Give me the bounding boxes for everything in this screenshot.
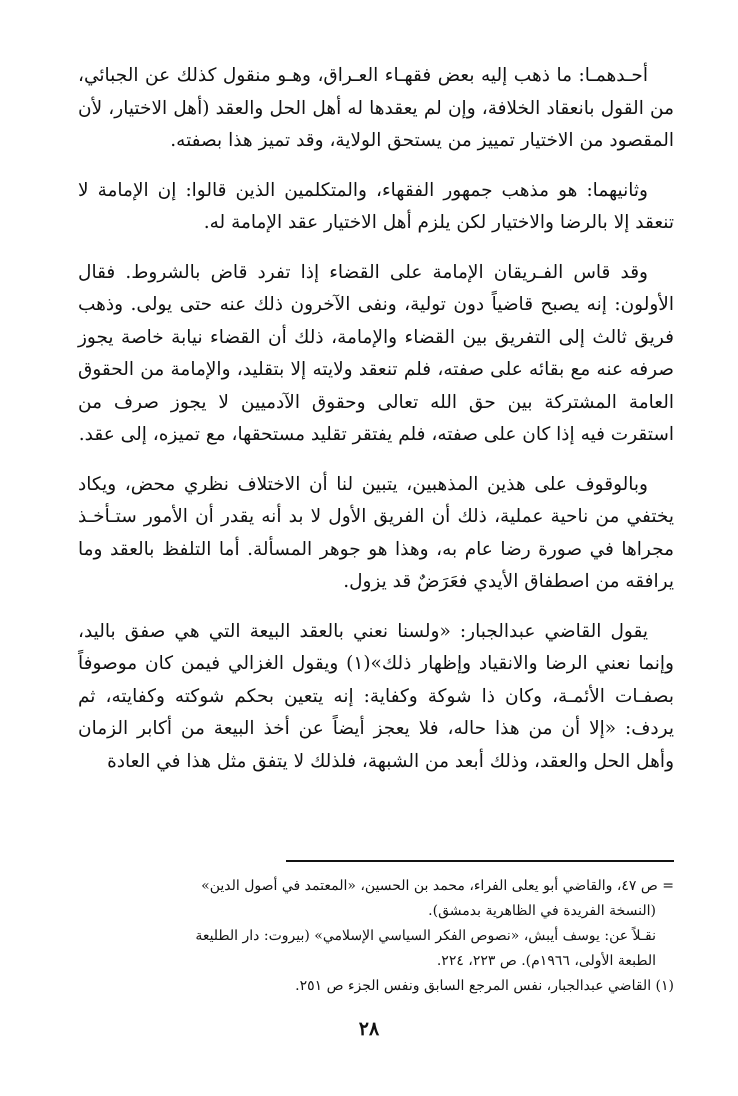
footnote-line: الطبعة الأولى، ١٩٦٦م). ص ٢٢٣، ٢٢٤. <box>436 953 656 969</box>
footnotes <box>68 874 674 999</box>
footnote-divider <box>286 860 674 862</box>
footnote-line: = ص ٤٧، والقاضي أبو يعلى الفراء، محمد بن الحسين، «المعتمد في أصول الدين» <box>201 878 674 894</box>
paragraph-analysis: وبالوقوف على هذين المذهبين، يتبين لنا أن الاختلاف نظري محض، ويكاد يختفي من ناحية عملية، ذلك أن الفريق الأول لا بد أنه يقدر أن الأمور ستـأخـذ مجراها في صورة رضا عام به، وهذا هو جوهر المسألة. أما التلفظ بالعقد وما يرافقه من اصطفاق الأيدي فعَرَضٌ قد يزول. <box>78 473 674 592</box>
main-text <box>78 60 674 778</box>
footnote-line: نقـلاً عن: يوسف أيبش، «نصوص الفكر السياسي الإسلامي» (بيروت: دار الطليعة <box>195 928 656 944</box>
footnote-line: (١) القاضي عبدالجبار، نفس المرجع السابق ونفس الجزء ص ٢٥١. <box>295 978 674 994</box>
paragraph-quotes: يقول القاضي عبدالجبار: «ولسنا نعني بالعقد البيعة التي هي صفق باليد، وإنما نعني الرضا والانقياد وإظهار ذلك»(١) ويقول الغزالي فيمن كان موصوفاً بصفـات الأئمـة، وكان ذا شوكة وكفاية: إنه يتعين بحكم شوكته وكفايته، ثم يردف: «إلا أن من هذا حاله، فلا يعجز أيضاً عن أخذ البيعة من أكابر الزمان وأهل الحل والعقد، وذلك أبعد من الشبهة، فلذلك لا يتفق مثل هذا في العادة <box>78 620 674 772</box>
footnote-line: (النسخة الفريدة في الظاهرية بدمشق). <box>428 903 656 919</box>
page-number: ٢٨ <box>358 1018 380 1040</box>
paragraph-second-view: وثانيهما: هو مذهب جمهور الفقهاء، والمتكلمين الذين قالوا: إن الإمامة لا تنعقد إلا بالرضا والاختيار لكن يلزم أهل الاختيار عقد الإمامة له. <box>78 179 674 233</box>
paragraph-judiciary-analogy: وقد قاس الفـريقان الإمامة على القضاء إذا تفرد قاض بالشروط. فقال الأولون: إنه يصبح قاضياً دون تولية، ونفى الآخرون ذلك عنه حتى يولى. وذهب فريق ثالث إلى التفريق بين القضاء والإمامة، ذلك أن القضاء نيابة خاصة يجوز صرفه عنه مع بقائه على صفته، فلم تنعقد ولايته إلا بتقليد، والإمامة من الحقوق العامة المشتركة بين حق الله تعالى وحقوق الآدميين لا يجوز صرف من استقرت فيه إذا كان على صفته، فلم يفتقر تقليد مستحقها، مع تميزه، إلى عقد. <box>78 261 674 445</box>
paragraph-first-view: أحـدهمـا: ما ذهب إليه بعض فقهـاء العـراق، وهـو منقول كذلك عن الجبائي، من القول بانعقاد الخلافة، وإن لم يعقدها له أهل الحل والعقد (أهل الاختيار، لأن المقصود من الاختيار تمييز من يستحق الولاية، وقد تميز هذا بصفته. <box>78 65 674 151</box>
